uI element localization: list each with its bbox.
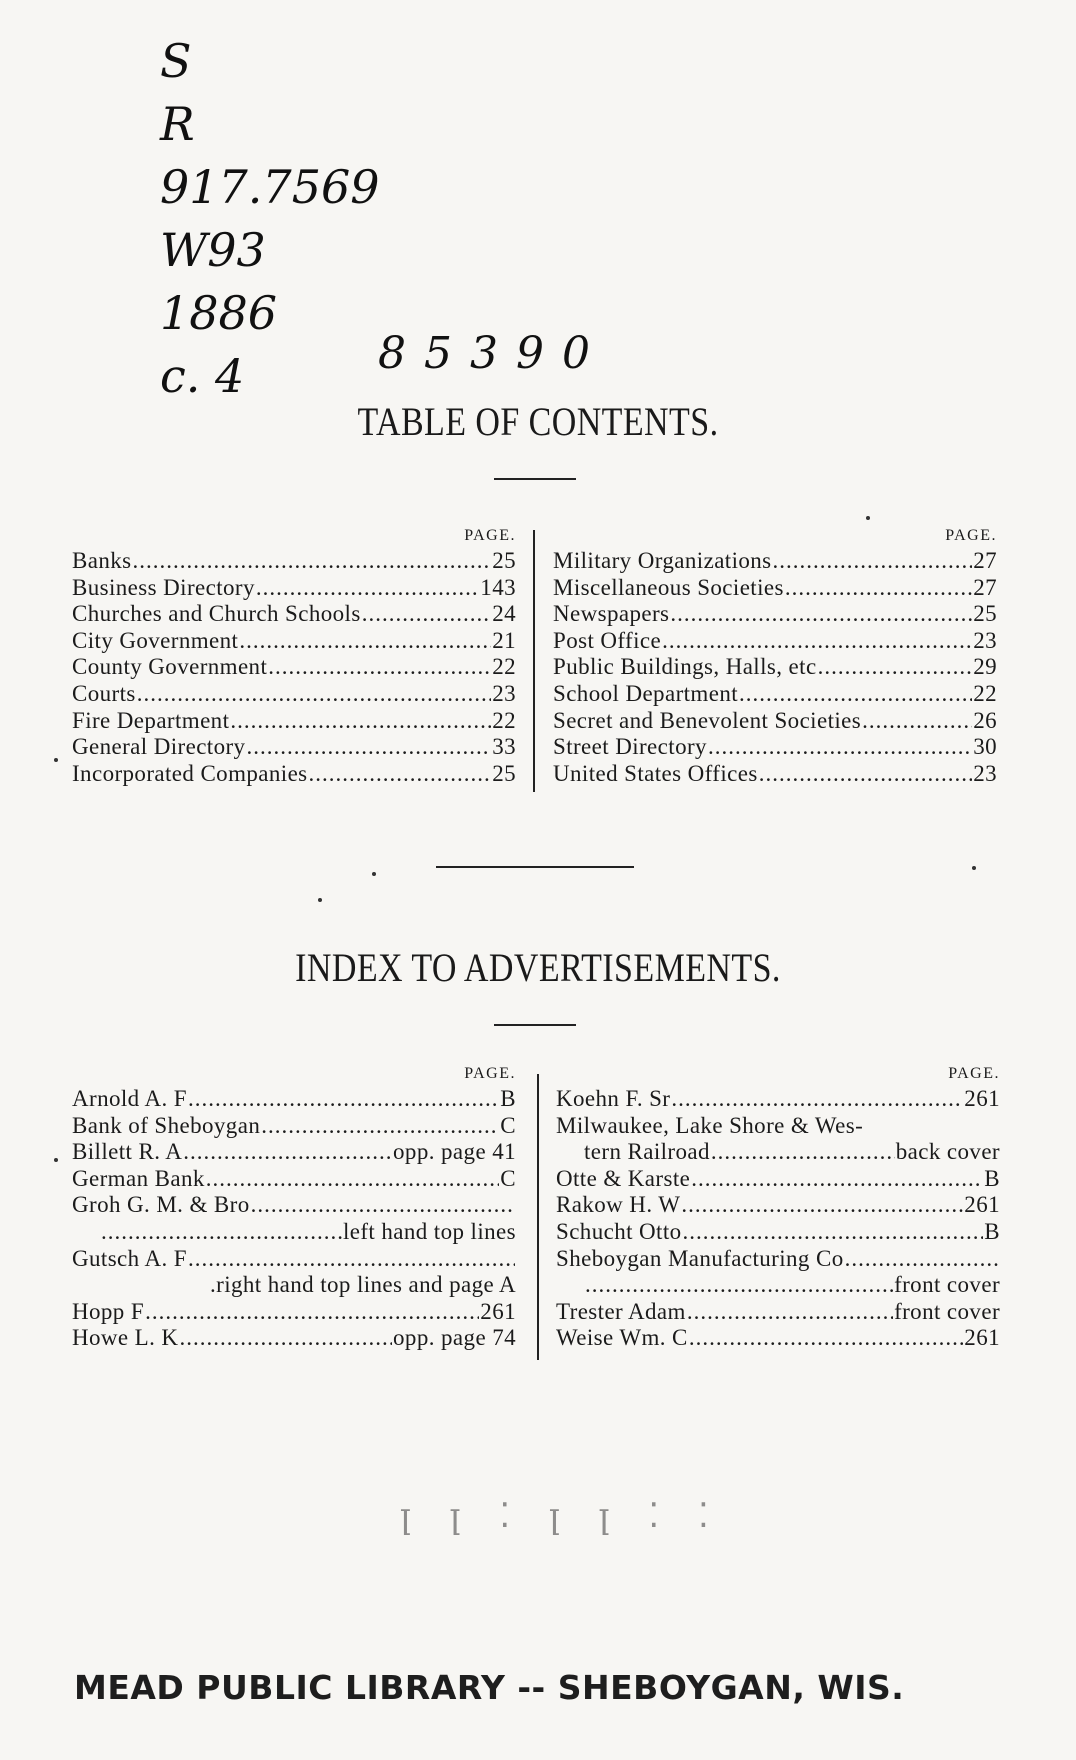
entry-label: Otte & Karste bbox=[556, 1165, 691, 1191]
entry-row bbox=[553, 628, 997, 655]
entry-row bbox=[72, 708, 516, 735]
entry-page: 261 bbox=[964, 1192, 1000, 1218]
entry-label: Trester Adam bbox=[556, 1298, 686, 1324]
entry-page: 143 bbox=[480, 574, 516, 600]
leader-dots bbox=[133, 548, 492, 575]
entry-label: Rakow H. W bbox=[556, 1192, 681, 1218]
entry-row bbox=[553, 761, 997, 788]
entry-row bbox=[72, 1325, 516, 1352]
entry-label: Koehn F. Sr bbox=[556, 1086, 671, 1111]
leader-dots bbox=[145, 1299, 479, 1326]
call-number-line: 917.7569 bbox=[160, 160, 380, 214]
contents-title: TABLE OF CONTENTS. bbox=[357, 399, 719, 444]
advertisements-right-column bbox=[556, 1064, 1000, 1352]
entry-label: Sheboygan Manufacturing Co bbox=[556, 1245, 844, 1271]
entry-label: United States Offices bbox=[553, 760, 758, 786]
entry-label: Military Organizations bbox=[553, 548, 772, 573]
leader-dots bbox=[681, 1192, 963, 1219]
divider bbox=[494, 1024, 576, 1026]
advertisements-title: INDEX TO ADVERTISEMENTS. bbox=[295, 945, 781, 990]
leader-dots bbox=[261, 1113, 499, 1140]
entry-row bbox=[553, 734, 997, 761]
entry-row bbox=[556, 1299, 1000, 1326]
paper-speck bbox=[318, 898, 322, 902]
leader-dots bbox=[101, 1219, 342, 1246]
entry-page: 23 bbox=[973, 760, 997, 786]
entry-row bbox=[556, 1272, 1000, 1299]
page-column-header: PAGE. bbox=[945, 527, 997, 544]
page-column-header: PAGE. bbox=[464, 527, 516, 544]
faded-stamp-mark: ꞁ ꞁ ⁚ ꞁ ꞁ ⁚ ⁚ bbox=[400, 1496, 723, 1536]
entry-page: 29 bbox=[973, 654, 997, 680]
page-column-header: PAGE. bbox=[948, 1065, 1000, 1082]
entry-row bbox=[72, 601, 516, 628]
entry-row bbox=[72, 654, 516, 681]
leader-dots bbox=[256, 575, 479, 602]
entry-page: 23 bbox=[973, 627, 997, 653]
entry-page: B bbox=[500, 1086, 516, 1111]
entry-row bbox=[72, 1192, 516, 1219]
entry-label: German Bank bbox=[72, 1165, 205, 1191]
entry-page: 25 bbox=[973, 601, 997, 627]
entry-row bbox=[72, 1272, 516, 1299]
entry-row bbox=[72, 628, 516, 655]
accession-number: 85390 bbox=[378, 328, 608, 379]
entry-page: .right hand top lines and page A bbox=[210, 1272, 516, 1298]
leader-dots bbox=[239, 628, 491, 655]
entry-row bbox=[72, 548, 516, 575]
leader-dots bbox=[818, 654, 973, 681]
entry-label: Incorporated Companies bbox=[72, 760, 308, 786]
leader-dots bbox=[862, 708, 972, 735]
entry-row bbox=[553, 548, 997, 575]
entry-page: 27 bbox=[973, 574, 997, 600]
leader-dots bbox=[137, 681, 491, 708]
entry-row bbox=[72, 1113, 516, 1140]
entry-row bbox=[553, 708, 997, 735]
entry-label: City Government bbox=[72, 627, 239, 653]
entry-label: Public Buildings, Halls, etc bbox=[553, 654, 817, 680]
entry-row bbox=[72, 1219, 516, 1246]
entry-page: 25 bbox=[492, 548, 516, 573]
leader-dots bbox=[683, 1219, 984, 1246]
entry-page: back cover bbox=[895, 1139, 1000, 1165]
call-number-line: 1886 bbox=[160, 286, 278, 340]
entry-page: front cover bbox=[894, 1272, 1000, 1298]
entry-label: Banks bbox=[72, 548, 132, 573]
entry-page: C bbox=[500, 1112, 516, 1138]
entry-page: 33 bbox=[492, 734, 516, 760]
leader-dots bbox=[206, 1166, 499, 1193]
entry-page: front cover bbox=[894, 1298, 1000, 1324]
leader-dots bbox=[689, 1325, 963, 1352]
entry-label: Howe L. K bbox=[72, 1325, 179, 1351]
leader-dots bbox=[309, 761, 492, 788]
entry-page: 25 bbox=[492, 760, 516, 786]
page-column-header: PAGE. bbox=[464, 1065, 516, 1082]
entry-page: 22 bbox=[973, 680, 997, 706]
leader-dots bbox=[759, 761, 972, 788]
entry-page: B bbox=[984, 1218, 1000, 1244]
entry-row bbox=[556, 1166, 1000, 1193]
column-divider bbox=[537, 1074, 539, 1360]
entry-label: Groh G. M. & Bro bbox=[72, 1192, 250, 1218]
entry-row bbox=[72, 761, 516, 788]
library-stamp: MEAD PUBLIC LIBRARY -- SHEBOYGAN, WIS. bbox=[74, 1668, 905, 1707]
entry-row bbox=[72, 575, 516, 602]
entry-label: Bank of Sheboygan bbox=[72, 1112, 261, 1138]
column-divider bbox=[533, 530, 535, 792]
entry-label: Arnold A. F bbox=[72, 1086, 187, 1111]
entry-row bbox=[556, 1086, 1000, 1113]
entry-row bbox=[553, 654, 997, 681]
entry-label: Billett R. A bbox=[72, 1139, 183, 1165]
paper-speck bbox=[54, 1158, 58, 1162]
entry-label: Fire Department bbox=[72, 707, 230, 733]
entry-label: Street Directory bbox=[553, 734, 707, 760]
entry-label: Gutsch A. F bbox=[72, 1245, 187, 1271]
leader-dots bbox=[708, 734, 972, 761]
leader-dots bbox=[662, 628, 972, 655]
leader-dots bbox=[773, 548, 973, 575]
leader-dots bbox=[785, 575, 972, 602]
leader-dots bbox=[268, 654, 491, 681]
entry-label: Post Office bbox=[553, 627, 662, 653]
entry-row bbox=[556, 1219, 1000, 1246]
entry-label: Miscellaneous Societies bbox=[553, 574, 784, 600]
leader-dots bbox=[183, 1139, 392, 1166]
entry-row bbox=[553, 601, 997, 628]
entry-label: Business Directory bbox=[72, 574, 255, 600]
entry-row bbox=[72, 681, 516, 708]
entry-page: 23 bbox=[492, 680, 516, 706]
leader-dots bbox=[251, 1192, 515, 1219]
call-number bbox=[160, 30, 380, 408]
entry-label: Schucht Otto bbox=[556, 1218, 682, 1244]
leader-dots bbox=[739, 681, 972, 708]
entry-label: tern Railroad bbox=[584, 1139, 710, 1165]
paper-speck bbox=[972, 866, 976, 870]
entry-label: Newspapers bbox=[553, 601, 670, 627]
leader-dots bbox=[670, 601, 972, 628]
entry-row bbox=[72, 734, 516, 761]
entry-row bbox=[72, 1166, 516, 1193]
entry-row bbox=[556, 1246, 1000, 1273]
entry-label: Secret and Benevolent Societies bbox=[553, 707, 862, 733]
entry-row bbox=[72, 1246, 516, 1273]
entry-page: 261 bbox=[480, 1298, 516, 1324]
advertisements-left-column bbox=[72, 1064, 516, 1352]
entry-page: left hand top lines bbox=[342, 1218, 516, 1244]
leader-dots bbox=[246, 734, 491, 761]
entry-label: County Government bbox=[72, 654, 268, 680]
entry-row bbox=[553, 681, 997, 708]
call-number-line: R bbox=[160, 97, 195, 151]
entry-page: 24 bbox=[492, 601, 516, 627]
paper-speck bbox=[372, 872, 376, 876]
entry-label: Hopp F bbox=[72, 1298, 145, 1324]
entry-label: School Department bbox=[553, 680, 739, 706]
entry-page: 261 bbox=[964, 1086, 1000, 1111]
entry-label: General Directory bbox=[72, 734, 246, 760]
leader-dots bbox=[188, 1086, 499, 1113]
entry-row bbox=[556, 1325, 1000, 1352]
entry-page: 261 bbox=[964, 1325, 1000, 1351]
leader-dots bbox=[179, 1325, 392, 1352]
entry-page: B bbox=[984, 1165, 1000, 1191]
call-number-line: S bbox=[160, 34, 192, 88]
entry-page: 30 bbox=[973, 734, 997, 760]
contents-left-column bbox=[72, 526, 516, 787]
contents-right-column bbox=[553, 526, 997, 787]
entry-label: Courts bbox=[72, 680, 136, 706]
entry-label: Milwaukee, Lake Shore & Wes- bbox=[556, 1112, 864, 1138]
entry-row bbox=[556, 1113, 1000, 1140]
entry-page: opp. page 41 bbox=[393, 1139, 516, 1165]
paper-speck bbox=[866, 516, 870, 520]
entry-page: 27 bbox=[973, 548, 997, 573]
leader-dots bbox=[711, 1139, 895, 1166]
entry-page: opp. page 74 bbox=[393, 1325, 516, 1351]
leader-dots bbox=[585, 1272, 893, 1299]
leader-dots bbox=[362, 601, 492, 628]
leader-dots bbox=[230, 708, 491, 735]
leader-dots bbox=[691, 1166, 983, 1193]
entry-row bbox=[556, 1139, 1000, 1166]
divider bbox=[494, 478, 576, 480]
section-divider bbox=[436, 866, 634, 868]
entry-label: Weise Wm. C bbox=[556, 1325, 688, 1351]
leader-dots bbox=[671, 1086, 963, 1113]
entry-page: 26 bbox=[973, 707, 997, 733]
entry-row bbox=[72, 1086, 516, 1113]
leader-dots bbox=[188, 1246, 515, 1273]
entry-row bbox=[72, 1139, 516, 1166]
paper-speck bbox=[54, 758, 58, 762]
leader-dots bbox=[687, 1299, 893, 1326]
call-number-line: W93 bbox=[160, 223, 266, 277]
entry-page: 22 bbox=[492, 707, 516, 733]
entry-label: Churches and Church Schools bbox=[72, 601, 361, 627]
entry-row bbox=[556, 1192, 1000, 1219]
leader-dots bbox=[845, 1246, 999, 1273]
call-number-line: c. 4 bbox=[160, 349, 245, 403]
entry-page: 21 bbox=[492, 627, 516, 653]
entry-page: 22 bbox=[492, 654, 516, 680]
entry-page: C bbox=[500, 1165, 516, 1191]
entry-row bbox=[553, 575, 997, 602]
entry-row bbox=[72, 1299, 516, 1326]
